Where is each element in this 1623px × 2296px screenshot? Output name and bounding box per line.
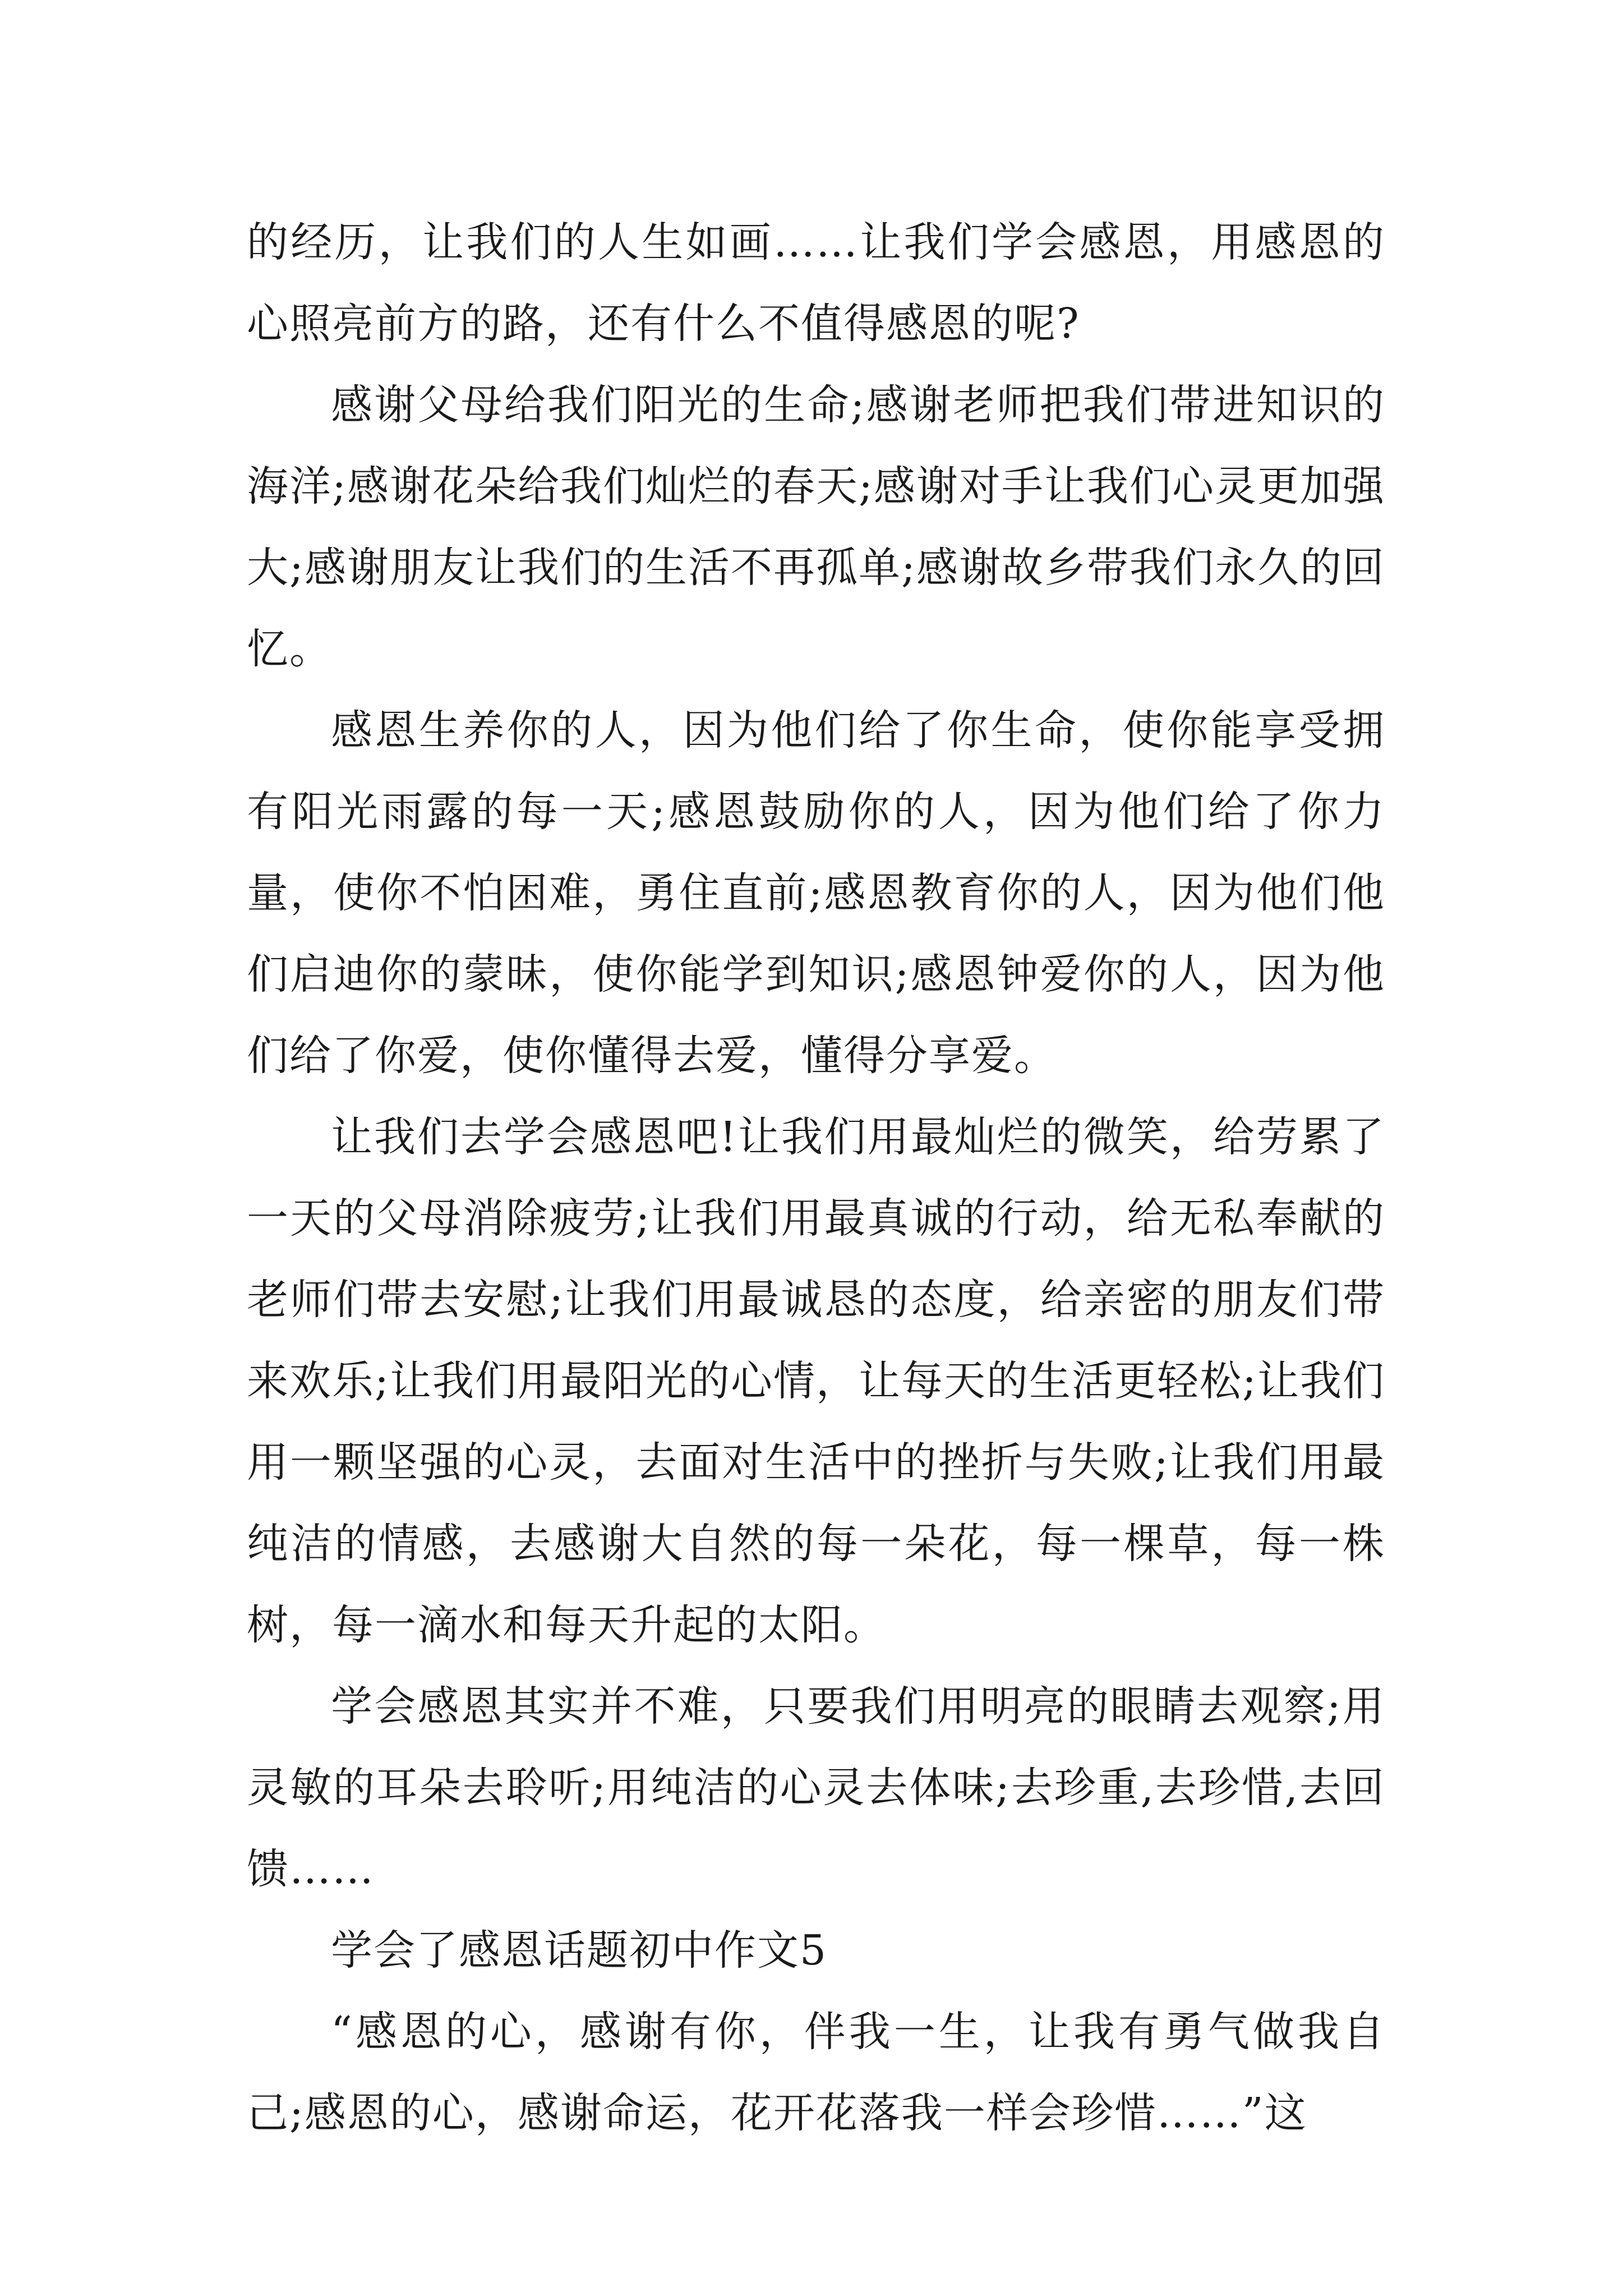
paragraph-3: 感恩生养你的人，因为他们给了你生命，使你能享受拥有阳光雨露的每一天;感恩鼓励你的人，因为他们给了你力量，使你不怕困难，勇住直前;感恩教育你的人，因为他们他们启迪你的蒙昧，使你能学到知识;感恩钟爱你的人，因为他们给了你爱，使你懂得去爱，懂得分享爱。 [247, 706, 1385, 1080]
paragraph-1: 的经历，让我们的人生如画……让我们学会感恩，用感恩的心照亮前方的路，还有什么不值得感恩的呢? [247, 218, 1385, 348]
document-body [247, 202, 1385, 2154]
paragraph-4: 让我们去学会感恩吧!让我们用最灿烂的微笑，给劳累了一天的父母消除疲劳;让我们用最真诚的行动，给无私奉献的老师们带去安慰;让我们用最诚恳的态度，给亲密的朋友们带来欢乐;让我们用最阳光的心情，让每天的生活更轻松;让我们用一颗坚强的心灵，去面对生活中的挫折与失败;让我们用最纯洁的情感，去感谢大自然的每一朵花，每一棵草，每一株树，每一滴水和每天升起的太阳。 [247, 1113, 1385, 1649]
paragraph-6: “感恩的心，感谢有你，伴我一生，让我有勇气做我自己;感恩的心，感谢命运，花开花落我一样会珍惜……”这 [247, 2008, 1385, 2137]
paragraph-5: 学会感恩其实并不难，只要我们用明亮的眼睛去观察;用灵敏的耳朵去聆听;用纯洁的心灵去体味;去珍重,去珍惜,去回馈…… [247, 1682, 1385, 1893]
section-heading: 学会了感恩话题初中作文5 [331, 1926, 828, 1975]
paragraph-2: 感谢父母给我们阳光的生命;感谢老师把我们带进知识的海洋;感谢花朵给我们灿烂的春天;感谢对手让我们心灵更加强大;感谢朋友让我们的生活不再孤单;感谢故乡带我们永久的回忆。 [247, 381, 1385, 673]
